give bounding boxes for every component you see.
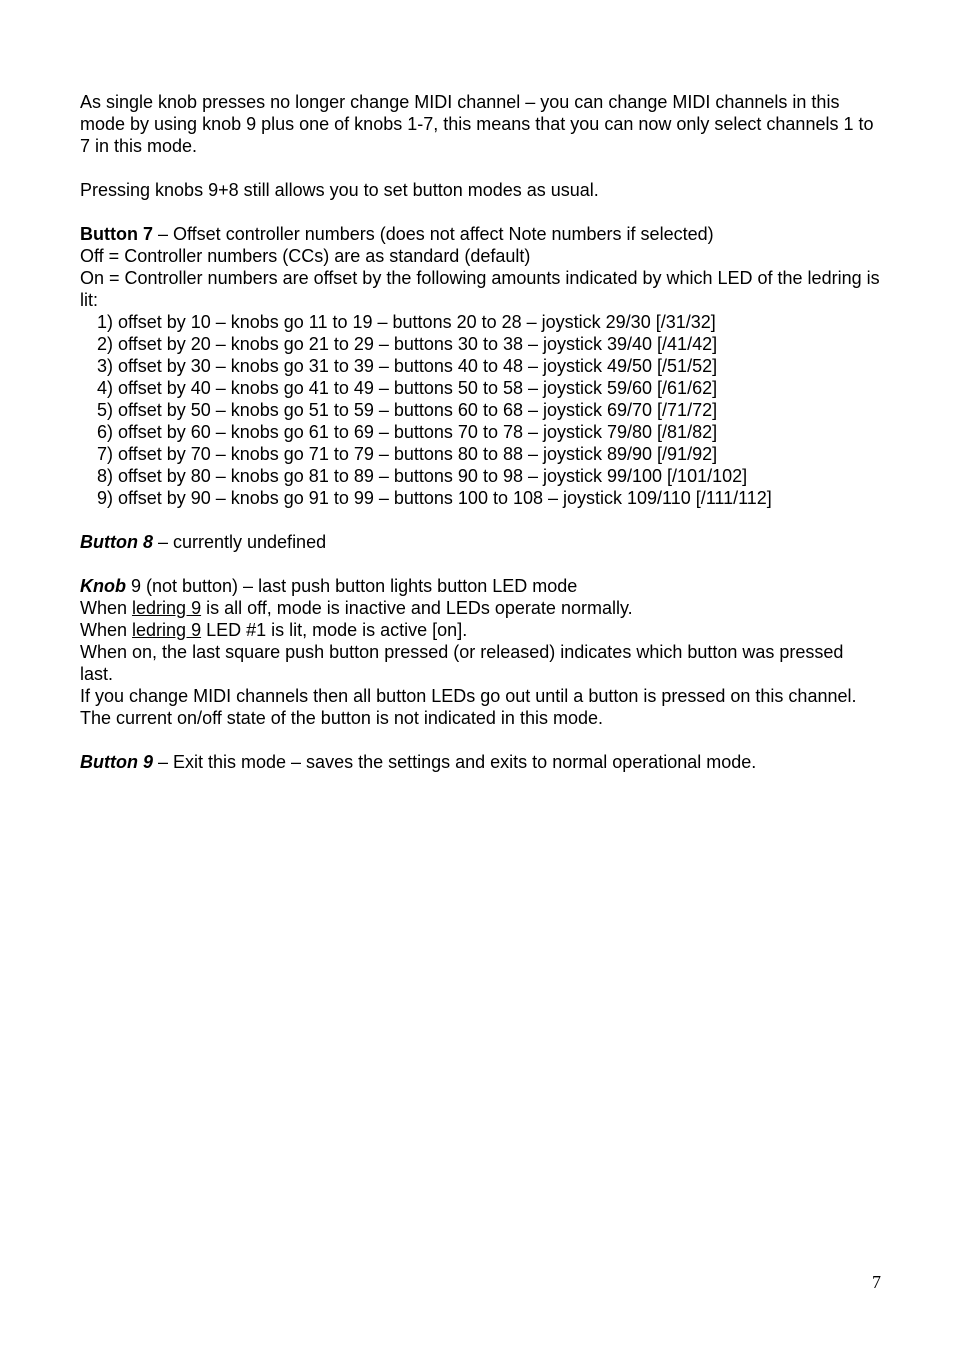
list-item	[80, 377, 880, 399]
list-item-number: 9)	[97, 488, 114, 508]
list-item-number: 3)	[97, 356, 114, 376]
list-item	[80, 421, 880, 443]
button7-heading	[80, 223, 880, 245]
intro-paragraph-2: Pressing knobs 9+8 still allows you to set button modes as usual.	[80, 180, 599, 200]
button9-description: – Exit this mode – saves the settings and exits to normal operational mode.	[152, 752, 757, 772]
knob9-line-1	[80, 597, 880, 619]
button9-section	[80, 751, 880, 773]
button8-label: Button 8	[80, 532, 153, 552]
knob9-description: 9 (not button) – last push button lights button LED mode	[125, 576, 578, 596]
offset-list	[80, 311, 880, 509]
list-item	[80, 399, 880, 421]
list-item-number: 2)	[97, 334, 114, 354]
list-item	[80, 311, 880, 333]
knob9-label: Knob	[80, 576, 126, 596]
knob9-line-5: The current on/off state of the button is not indicated in this mode.	[80, 708, 603, 728]
ledring-9-reference: ledring 9	[132, 598, 202, 618]
ledring-9-reference: ledring 9	[132, 620, 202, 640]
list-item	[80, 443, 880, 465]
list-item-text: offset by 30 – knobs go 31 to 39 – buttons 40 to 48 – joystick 49/50 [/51/52]	[118, 356, 718, 376]
list-item-text: offset by 20 – knobs go 21 to 29 – buttons 30 to 38 – joystick 39/40 [/41/42]	[118, 334, 718, 354]
list-item-number: 6)	[97, 422, 114, 442]
button9-label: Button 9	[80, 752, 153, 772]
list-item-number: 4)	[97, 378, 114, 398]
list-item-text: offset by 70 – knobs go 71 to 79 – buttons 80 to 88 – joystick 89/90 [/91/92]	[118, 444, 718, 464]
knob9-line-1-pre: When	[80, 598, 133, 618]
knob9-line-2-post: LED #1 is lit, mode is active [on].	[201, 620, 468, 640]
list-item-number: 5)	[97, 400, 114, 420]
button7-off-line: Off = Controller numbers (CCs) are as standard (default)	[80, 246, 531, 266]
list-item-text: offset by 80 – knobs go 81 to 89 – buttons 90 to 98 – joystick 99/100 [/101/102]	[118, 466, 748, 486]
page-number: 7	[872, 1272, 881, 1292]
list-item-number: 7)	[97, 444, 114, 464]
knob9-line-2-pre: When	[80, 620, 133, 640]
knob9-heading	[80, 575, 880, 597]
button8-description: – currently undefined	[152, 532, 327, 552]
document-body	[80, 91, 880, 773]
list-item	[80, 487, 880, 509]
list-item	[80, 355, 880, 377]
list-item-text: offset by 50 – knobs go 51 to 59 – buttons 60 to 68 – joystick 69/70 [/71/72]	[118, 400, 718, 420]
list-item-number: 1)	[97, 312, 114, 332]
list-item	[80, 465, 880, 487]
list-item-text: offset by 60 – knobs go 61 to 69 – buttons 70 to 78 – joystick 79/80 [/81/82]	[118, 422, 718, 442]
knob9-line-2	[80, 619, 880, 641]
list-item-text: offset by 40 – knobs go 41 to 49 – buttons 50 to 58 – joystick 59/60 [/61/62]	[118, 378, 718, 398]
knob9-section	[80, 575, 880, 729]
knob9-line-1-post: is all off, mode is inactive and LEDs operate normally.	[201, 598, 633, 618]
button7-section	[80, 223, 880, 509]
intro-paragraph-1: As single knob presses no longer change MIDI channel – you can change MIDI channels in this mode by using knob 9 plus one of knobs 1-7, this means that you can now only select channels 1 to 7 in this mode.	[80, 92, 874, 156]
knob9-line-4: If you change MIDI channels then all button LEDs go out until a button is pressed on this channel.	[80, 686, 857, 706]
button7-label: Button 7	[80, 224, 153, 244]
list-item-number: 8)	[97, 466, 114, 486]
knob9-line-3: When on, the last square push button pressed (or released) indicates which button was pressed last.	[80, 642, 844, 684]
list-item	[80, 333, 880, 355]
button7-description: – Offset controller numbers (does not affect Note numbers if selected)	[152, 224, 714, 244]
button7-on-line: On = Controller numbers are offset by the following amounts indicated by which LED of the ledring is lit:	[80, 268, 880, 310]
list-item-text: offset by 90 – knobs go 91 to 99 – buttons 100 to 108 – joystick 109/110 [/111/112]	[118, 488, 772, 508]
button8-section	[80, 531, 880, 553]
list-item-text: offset by 10 – knobs go 11 to 19 – buttons 20 to 28 – joystick 29/30 [/31/32]	[118, 312, 716, 332]
